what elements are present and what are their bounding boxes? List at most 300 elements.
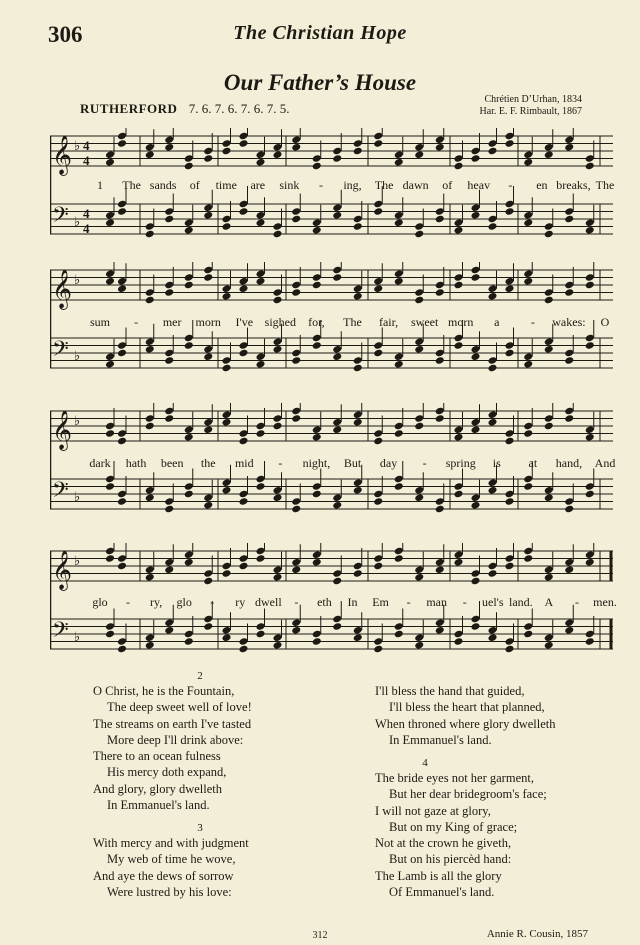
note-head — [145, 230, 155, 239]
note-head — [435, 626, 445, 635]
note-head — [164, 414, 174, 423]
lyric-syllable: mid — [234, 456, 254, 470]
note-head — [255, 158, 265, 167]
note-head — [272, 296, 282, 305]
note-head — [523, 429, 533, 438]
note-head — [117, 562, 127, 571]
lyrics-line-4 — [50, 595, 615, 611]
note-head — [221, 633, 231, 642]
note-head — [414, 493, 424, 502]
treble-clef-icon: 𝄞 — [52, 410, 73, 450]
verse-line: And aye the dews of sorrow — [93, 868, 234, 883]
time-signature: 4 — [83, 138, 90, 153]
lyric-syllable: - — [462, 595, 467, 609]
note-head — [255, 482, 265, 491]
time-signature: 4 — [83, 206, 90, 221]
lyric-syllable: sweet — [410, 315, 439, 329]
verse-3 — [93, 835, 249, 900]
note-head — [291, 215, 301, 224]
note-head — [291, 505, 301, 514]
note-head — [564, 565, 574, 574]
note-head — [373, 562, 383, 571]
tune-line — [80, 101, 289, 117]
note-head — [373, 207, 383, 216]
note-head — [145, 422, 155, 431]
verse-2 — [93, 683, 252, 813]
treble-clef-icon: 𝄞 — [52, 269, 73, 309]
note-head — [487, 222, 497, 231]
note-head — [117, 497, 127, 506]
note-head — [312, 226, 322, 235]
note-head — [504, 562, 514, 571]
lyric-syllable: for, — [308, 315, 325, 329]
lyric-syllable: land. — [508, 595, 533, 609]
note-head — [312, 558, 322, 567]
note-head — [564, 288, 574, 297]
lyric-syllable: 1 — [97, 178, 103, 192]
note-head — [564, 143, 574, 152]
lyric-syllable: - — [508, 178, 513, 192]
note-head — [312, 490, 322, 499]
note-head — [523, 277, 533, 286]
note-head — [544, 641, 554, 650]
bass-clef-icon: 𝄢 — [52, 618, 69, 648]
lyric-syllable: - — [406, 595, 411, 609]
lyric-syllable: Em — [372, 595, 389, 609]
note-head — [544, 230, 554, 239]
note-head — [470, 622, 480, 631]
note-head — [394, 277, 404, 286]
note-head — [564, 215, 574, 224]
note-head — [105, 630, 115, 639]
note-head — [373, 284, 383, 293]
lyric-syllable: A — [544, 595, 554, 609]
verse-2-continued — [375, 683, 556, 748]
note-head — [487, 364, 497, 373]
note-head — [221, 418, 231, 427]
note-head — [504, 437, 514, 446]
note-head — [585, 341, 595, 350]
note-head — [523, 630, 533, 639]
note-head — [353, 418, 363, 427]
note-head — [145, 345, 155, 354]
note-head — [238, 562, 248, 571]
lyric-syllable: The — [374, 178, 394, 192]
lyric-syllable: of — [189, 178, 200, 192]
note-head — [145, 573, 155, 582]
note-head — [585, 162, 595, 171]
note-head — [117, 645, 127, 654]
note-head — [105, 360, 115, 369]
note-head — [353, 222, 363, 231]
note-head — [332, 425, 342, 434]
note-head — [487, 147, 497, 156]
time-signature: 4 — [83, 153, 90, 168]
verse-4 — [375, 770, 547, 900]
treble-clef-icon: 𝄞 — [52, 550, 73, 590]
note-head — [332, 273, 342, 282]
note-head — [470, 501, 480, 510]
note-head — [373, 645, 383, 654]
note-head — [453, 637, 463, 646]
lyric-syllable: a — [494, 315, 500, 329]
author-credit: Annie R. Cousin, 1857 — [486, 928, 588, 940]
footer-page-index: 312 — [312, 930, 328, 941]
note-head — [585, 226, 595, 235]
note-head — [504, 284, 514, 293]
verse-line: Were lustred by his love: — [107, 884, 232, 899]
note-head — [544, 150, 554, 159]
verse-line: The deep sweet well of love! — [107, 700, 252, 715]
note-head — [435, 565, 445, 574]
lyric-syllable: night, — [302, 456, 331, 470]
note-head — [373, 437, 383, 446]
lyric-syllable: eth — [317, 595, 332, 609]
note-head — [487, 486, 497, 495]
flat-sign-icon: ♭ — [74, 273, 81, 288]
verse-line: My web of time he wove, — [107, 852, 236, 867]
lyric-syllable: morn — [195, 315, 221, 329]
lyric-syllable: mer — [162, 315, 182, 329]
note-head — [255, 429, 265, 438]
note-head — [435, 505, 445, 514]
note-head — [332, 211, 342, 220]
section-title: The Christian Hope — [233, 22, 407, 44]
lyric-syllable: glo — [92, 595, 108, 609]
lyric-syllable: of — [442, 178, 453, 192]
verse-number-4: 4 — [422, 757, 428, 769]
lyric-syllable: sink — [279, 178, 300, 192]
note-head — [332, 154, 342, 163]
lyric-syllable: - — [530, 315, 535, 329]
verse-line: His mercy doth expand, — [107, 765, 227, 780]
lyric-syllable: fair, — [378, 315, 399, 329]
bass-clef-icon: 𝄢 — [52, 478, 69, 508]
note-head — [238, 284, 248, 293]
lyric-syllable: - — [126, 595, 131, 609]
verse-line: The bride eyes not her garment, — [375, 771, 534, 785]
verse-line: Of Emmanuel's land. — [389, 885, 495, 900]
note-head — [105, 429, 115, 438]
note-head — [203, 352, 213, 361]
note-head — [394, 158, 404, 167]
note-head — [585, 490, 595, 499]
note-head — [145, 296, 155, 305]
note-head — [272, 422, 282, 431]
flat-sign-icon: ♭ — [74, 414, 81, 429]
note-head — [332, 501, 342, 510]
meter: 7. 6. 7. 6. 7. 6. 7. 5. — [188, 101, 290, 116]
lyric-syllable: hath — [125, 456, 147, 470]
credits — [479, 94, 582, 118]
lyric-syllable: sum — [89, 315, 111, 329]
note-head — [504, 349, 514, 358]
verse-line: I will not gaze at glory, — [375, 803, 491, 818]
note-head — [504, 497, 514, 506]
lyric-syllable: spring — [445, 456, 476, 470]
verse-line: And glory, glory dwelleth — [93, 781, 223, 796]
note-head — [255, 360, 265, 369]
note-head — [453, 281, 463, 290]
note-head — [164, 356, 174, 365]
note-head — [312, 281, 322, 290]
note-head — [203, 154, 213, 163]
flat-sign-icon: ♭ — [74, 630, 81, 645]
note-head — [145, 150, 155, 159]
note-head — [117, 139, 127, 148]
note-head — [221, 222, 231, 231]
note-head — [544, 422, 554, 431]
note-head — [255, 218, 265, 227]
note-head — [453, 558, 463, 567]
note-head — [105, 277, 115, 286]
lyric-syllable: ing, — [343, 178, 362, 192]
note-head — [435, 414, 445, 423]
note-head — [255, 277, 265, 286]
note-head — [585, 637, 595, 646]
verse-line: I'll bless the hand that guided, — [375, 684, 525, 698]
note-head — [414, 345, 424, 354]
note-head — [373, 139, 383, 148]
note-head — [291, 414, 301, 423]
note-head — [585, 558, 595, 567]
note-head — [564, 414, 574, 423]
note-head — [353, 147, 363, 156]
note-head — [435, 215, 445, 224]
lyric-syllable: are — [250, 178, 266, 192]
note-head — [414, 573, 424, 582]
lyric-syllable: dark — [89, 456, 111, 470]
lyric-syllable: sighed — [264, 315, 297, 329]
note-head — [184, 637, 194, 646]
note-head — [394, 482, 404, 491]
note-head — [353, 569, 363, 578]
lyric-syllable: - — [210, 595, 215, 609]
note-head — [453, 226, 463, 235]
verse-line: O Christ, he is the Fountain, — [93, 684, 235, 698]
verse-line: But on my King of grace; — [389, 819, 518, 834]
verse-line: But her dear bridegroom's face; — [389, 787, 547, 802]
note-head — [564, 626, 574, 635]
lyric-syllable: the — [200, 456, 216, 470]
lyric-syllable: I've — [235, 315, 254, 329]
lyric-syllable: ry — [235, 595, 246, 609]
note-head — [164, 143, 174, 152]
note-head — [544, 296, 554, 305]
verse-line: There to an ocean fulness — [93, 749, 221, 764]
note-head — [523, 360, 533, 369]
note-head — [487, 633, 497, 642]
lyric-syllable: morn — [448, 315, 474, 329]
note-head — [291, 565, 301, 574]
lyric-syllable: In — [347, 595, 358, 609]
lyric-syllable: sands — [149, 178, 177, 192]
lyric-syllable: glo — [176, 595, 192, 609]
note-head — [238, 645, 248, 654]
note-head — [184, 226, 194, 235]
lyric-syllable: been — [160, 456, 184, 470]
note-head — [585, 281, 595, 290]
note-head — [312, 433, 322, 442]
bass-clef-icon: 𝄢 — [52, 337, 69, 367]
note-head — [312, 637, 322, 646]
lyrics-line-3 — [50, 456, 615, 472]
note-head — [453, 341, 463, 350]
lyric-syllable: - — [294, 595, 299, 609]
note-head — [564, 505, 574, 514]
verse-line: When throned where glory dwelleth — [375, 716, 556, 731]
note-head — [238, 207, 248, 216]
note-head — [470, 577, 480, 586]
note-head — [291, 626, 301, 635]
note-head — [164, 505, 174, 514]
lyrics-line-2 — [50, 315, 615, 331]
flat-sign-icon: ♭ — [74, 490, 81, 505]
note-head — [203, 577, 213, 586]
treble-clef-icon: 𝄞 — [52, 135, 73, 175]
note-head — [117, 284, 127, 293]
note-head — [272, 150, 282, 159]
note-head — [394, 630, 404, 639]
note-head — [184, 490, 194, 499]
note-head — [353, 633, 363, 642]
note-head — [523, 158, 533, 167]
note-head — [394, 429, 404, 438]
note-head — [272, 493, 282, 502]
note-head — [145, 493, 155, 502]
lyric-syllable: breaks, — [556, 178, 591, 192]
note-head — [544, 573, 554, 582]
lyric-syllable: - — [422, 456, 427, 470]
note-head — [332, 622, 342, 631]
note-head — [414, 296, 424, 305]
flat-sign-icon: ♭ — [74, 349, 81, 364]
verse-line: Not at the crown he giveth, — [375, 836, 512, 851]
note-head — [238, 437, 248, 446]
note-head — [145, 641, 155, 650]
verse-line: With mercy and with judgment — [93, 836, 249, 850]
lyric-syllable: heav — [467, 178, 491, 192]
note-head — [312, 162, 322, 171]
note-head — [504, 207, 514, 216]
lyric-syllable: But — [343, 456, 362, 470]
note-head — [117, 437, 127, 446]
bass-clef-icon: 𝄢 — [52, 203, 69, 233]
note-head — [312, 341, 322, 350]
note-head — [255, 554, 265, 563]
lyric-syllable: men. — [593, 595, 617, 609]
note-head — [105, 482, 115, 491]
lyric-syllable: uel's — [482, 595, 504, 609]
lyric-syllable: at — [528, 456, 538, 470]
page-number: 306 — [48, 22, 83, 47]
note-head — [164, 288, 174, 297]
flat-sign-icon: ♭ — [74, 554, 81, 569]
note-head — [414, 230, 424, 239]
note-head — [470, 352, 480, 361]
verse-number-3: 3 — [197, 822, 203, 834]
note-head — [470, 211, 480, 220]
note-head — [435, 356, 445, 365]
note-head — [394, 554, 404, 563]
note-head — [504, 645, 514, 654]
note-head — [255, 630, 265, 639]
note-head — [221, 569, 231, 578]
note-head — [353, 364, 363, 373]
note-head — [184, 162, 194, 171]
note-head — [221, 364, 231, 373]
note-head — [487, 418, 497, 427]
tune-name: RUTHERFORD — [80, 101, 178, 116]
lyric-syllable: hand, — [555, 456, 583, 470]
time-signature: 4 — [83, 221, 90, 236]
note-head — [164, 565, 174, 574]
note-head — [523, 218, 533, 227]
note-head — [203, 273, 213, 282]
lyric-syllable: - — [278, 456, 283, 470]
note-head — [105, 218, 115, 227]
note-head — [373, 349, 383, 358]
lyric-syllable: time — [215, 178, 237, 192]
lyric-syllable: And — [594, 456, 616, 470]
note-head — [221, 486, 231, 495]
note-head — [291, 288, 301, 297]
note-head — [435, 143, 445, 152]
flat-sign-icon: ♭ — [74, 139, 81, 154]
lyric-syllable: wakes: — [552, 315, 586, 329]
note-head — [585, 433, 595, 442]
note-head — [523, 554, 533, 563]
lyric-syllable: is — [492, 456, 501, 470]
note-head — [221, 292, 231, 301]
note-head — [117, 207, 127, 216]
note-head — [203, 622, 213, 631]
note-head — [332, 352, 342, 361]
note-head — [544, 345, 554, 354]
note-head — [470, 154, 480, 163]
note-head — [373, 497, 383, 506]
note-head — [238, 349, 248, 358]
note-head — [353, 292, 363, 301]
note-head — [117, 349, 127, 358]
note-head — [203, 211, 213, 220]
note-head — [105, 554, 115, 563]
note-head — [164, 626, 174, 635]
lyric-syllable: - — [134, 315, 139, 329]
note-head — [487, 569, 497, 578]
note-head — [221, 147, 231, 156]
note-head — [272, 573, 282, 582]
lyric-syllable: day — [379, 456, 398, 470]
lyric-syllable: man — [426, 595, 447, 609]
note-head — [238, 497, 248, 506]
note-head — [184, 341, 194, 350]
note-head — [414, 641, 424, 650]
note-head — [544, 493, 554, 502]
note-head — [203, 425, 213, 434]
note-head — [238, 139, 248, 148]
note-head — [272, 641, 282, 650]
note-head — [394, 218, 404, 227]
note-head — [453, 162, 463, 171]
note-head — [184, 433, 194, 442]
verse-number-2: 2 — [197, 670, 203, 682]
lyric-syllable: dawn — [402, 178, 429, 192]
verse-line: The Lamb is all the glory — [375, 868, 502, 883]
note-head — [164, 215, 174, 224]
note-head — [394, 360, 404, 369]
lyric-syllable: The — [595, 178, 615, 192]
